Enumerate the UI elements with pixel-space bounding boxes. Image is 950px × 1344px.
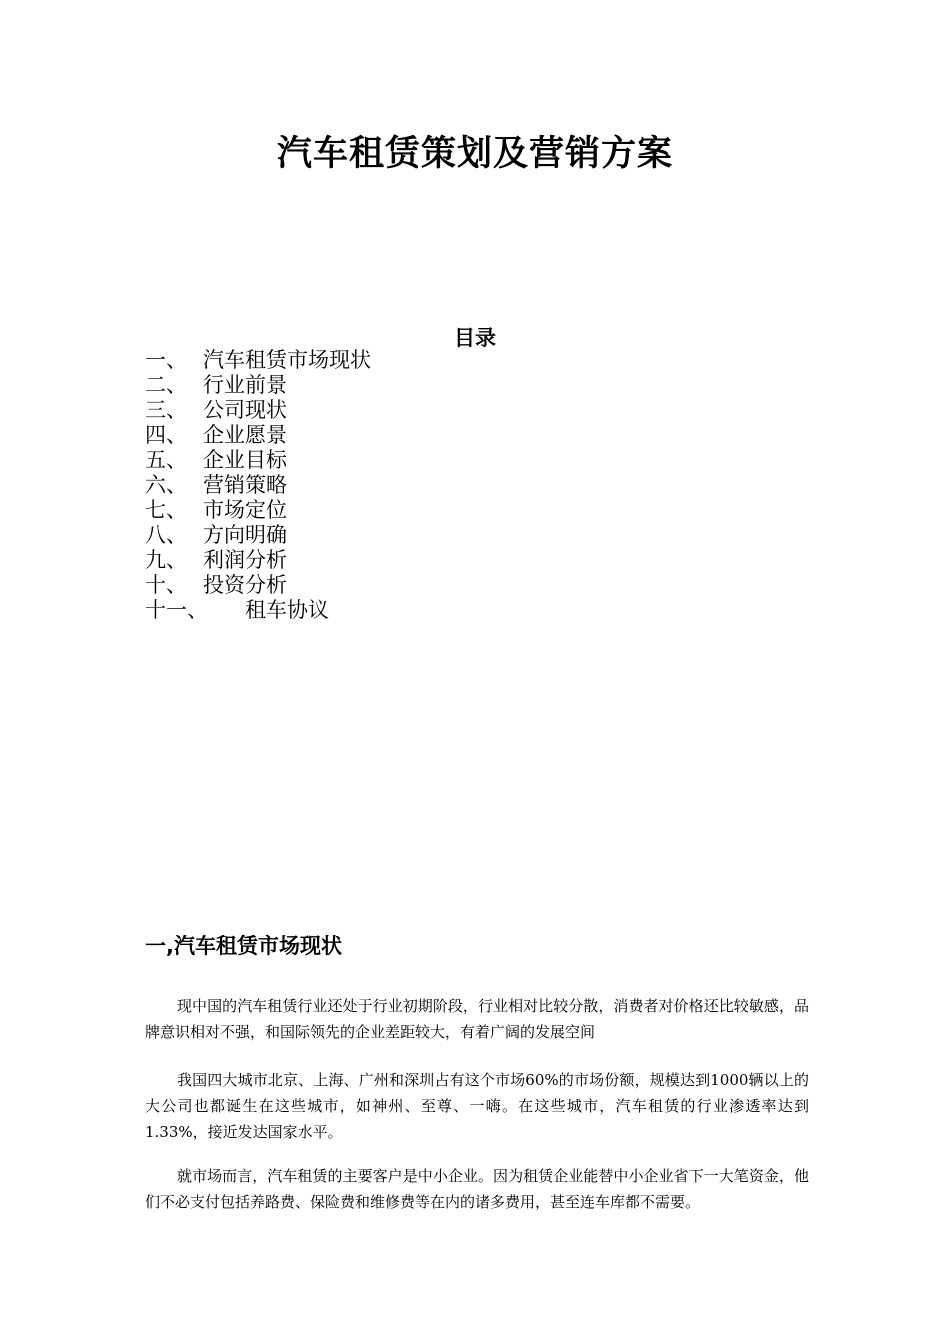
toc-item bbox=[145, 348, 371, 373]
toc-item bbox=[145, 373, 371, 398]
toc-item-label: 投资分析 bbox=[203, 573, 287, 597]
toc-item-number: 八、 bbox=[145, 523, 187, 547]
toc-item bbox=[145, 598, 371, 623]
toc-item-number: 五、 bbox=[145, 448, 187, 472]
toc-item-label: 企业目标 bbox=[203, 448, 287, 472]
toc-item-label: 公司现状 bbox=[203, 398, 287, 422]
section-heading: 一,汽车租赁市场现状 bbox=[145, 934, 342, 958]
toc-heading: 目录 bbox=[454, 326, 496, 350]
toc-item-label: 方向明确 bbox=[203, 523, 287, 547]
toc-item-number: 三、 bbox=[145, 398, 187, 422]
toc-item-label: 市场定位 bbox=[203, 498, 287, 522]
toc-item-label: 行业前景 bbox=[203, 373, 287, 397]
toc-item-number: 四、 bbox=[145, 423, 187, 447]
body-paragraph: 我国四大城市北京、上海、广州和深圳占有这个市场60%的市场份额，规模达到1000辆以上的大公司也都诞生在这些城市，如神州、至尊、一嗨。在这些城市，汽车租赁的行业渗透率达到1.33%，接近发达国家水平。 bbox=[145, 1071, 809, 1141]
toc-item bbox=[145, 398, 371, 423]
toc-item bbox=[145, 573, 371, 598]
toc-item-number: 七、 bbox=[145, 498, 187, 522]
toc-item-number: 九、 bbox=[145, 548, 187, 572]
toc-item-label: 利润分析 bbox=[203, 548, 287, 572]
toc-item-number: 一、 bbox=[145, 348, 187, 372]
table-of-contents bbox=[145, 348, 371, 623]
body-paragraph: 现中国的汽车租赁行业还处于行业初期阶段，行业相对比较分散，消费者对价格还比较敏感，品牌意识相对不强，和国际领先的企业差距较大，有着广阔的发展空间 bbox=[145, 997, 809, 1041]
toc-item-number: 六、 bbox=[145, 473, 187, 497]
toc-item-label: 租车协议 bbox=[245, 598, 329, 622]
document-title: 汽车租赁策划及营销方案 bbox=[276, 134, 673, 174]
toc-item-number: 二、 bbox=[145, 373, 187, 397]
toc-item-label: 汽车租赁市场现状 bbox=[203, 348, 371, 372]
toc-item bbox=[145, 548, 371, 573]
toc-item-number: 十一、 bbox=[145, 598, 208, 622]
toc-item-label: 企业愿景 bbox=[203, 423, 287, 447]
body-paragraph: 就市场而言，汽车租赁的主要客户是中小企业。因为租赁企业能替中小企业省下一大笔资金，他们不必支付包括养路费、保险费和维修费等在内的诸多费用，甚至连车库都不需要。 bbox=[145, 1167, 809, 1211]
toc-item bbox=[145, 523, 371, 548]
toc-item bbox=[145, 423, 371, 448]
toc-item-label: 营销策略 bbox=[203, 473, 287, 497]
toc-item bbox=[145, 498, 371, 523]
toc-item bbox=[145, 473, 371, 498]
toc-item-number: 十、 bbox=[145, 573, 187, 597]
toc-item bbox=[145, 448, 371, 473]
